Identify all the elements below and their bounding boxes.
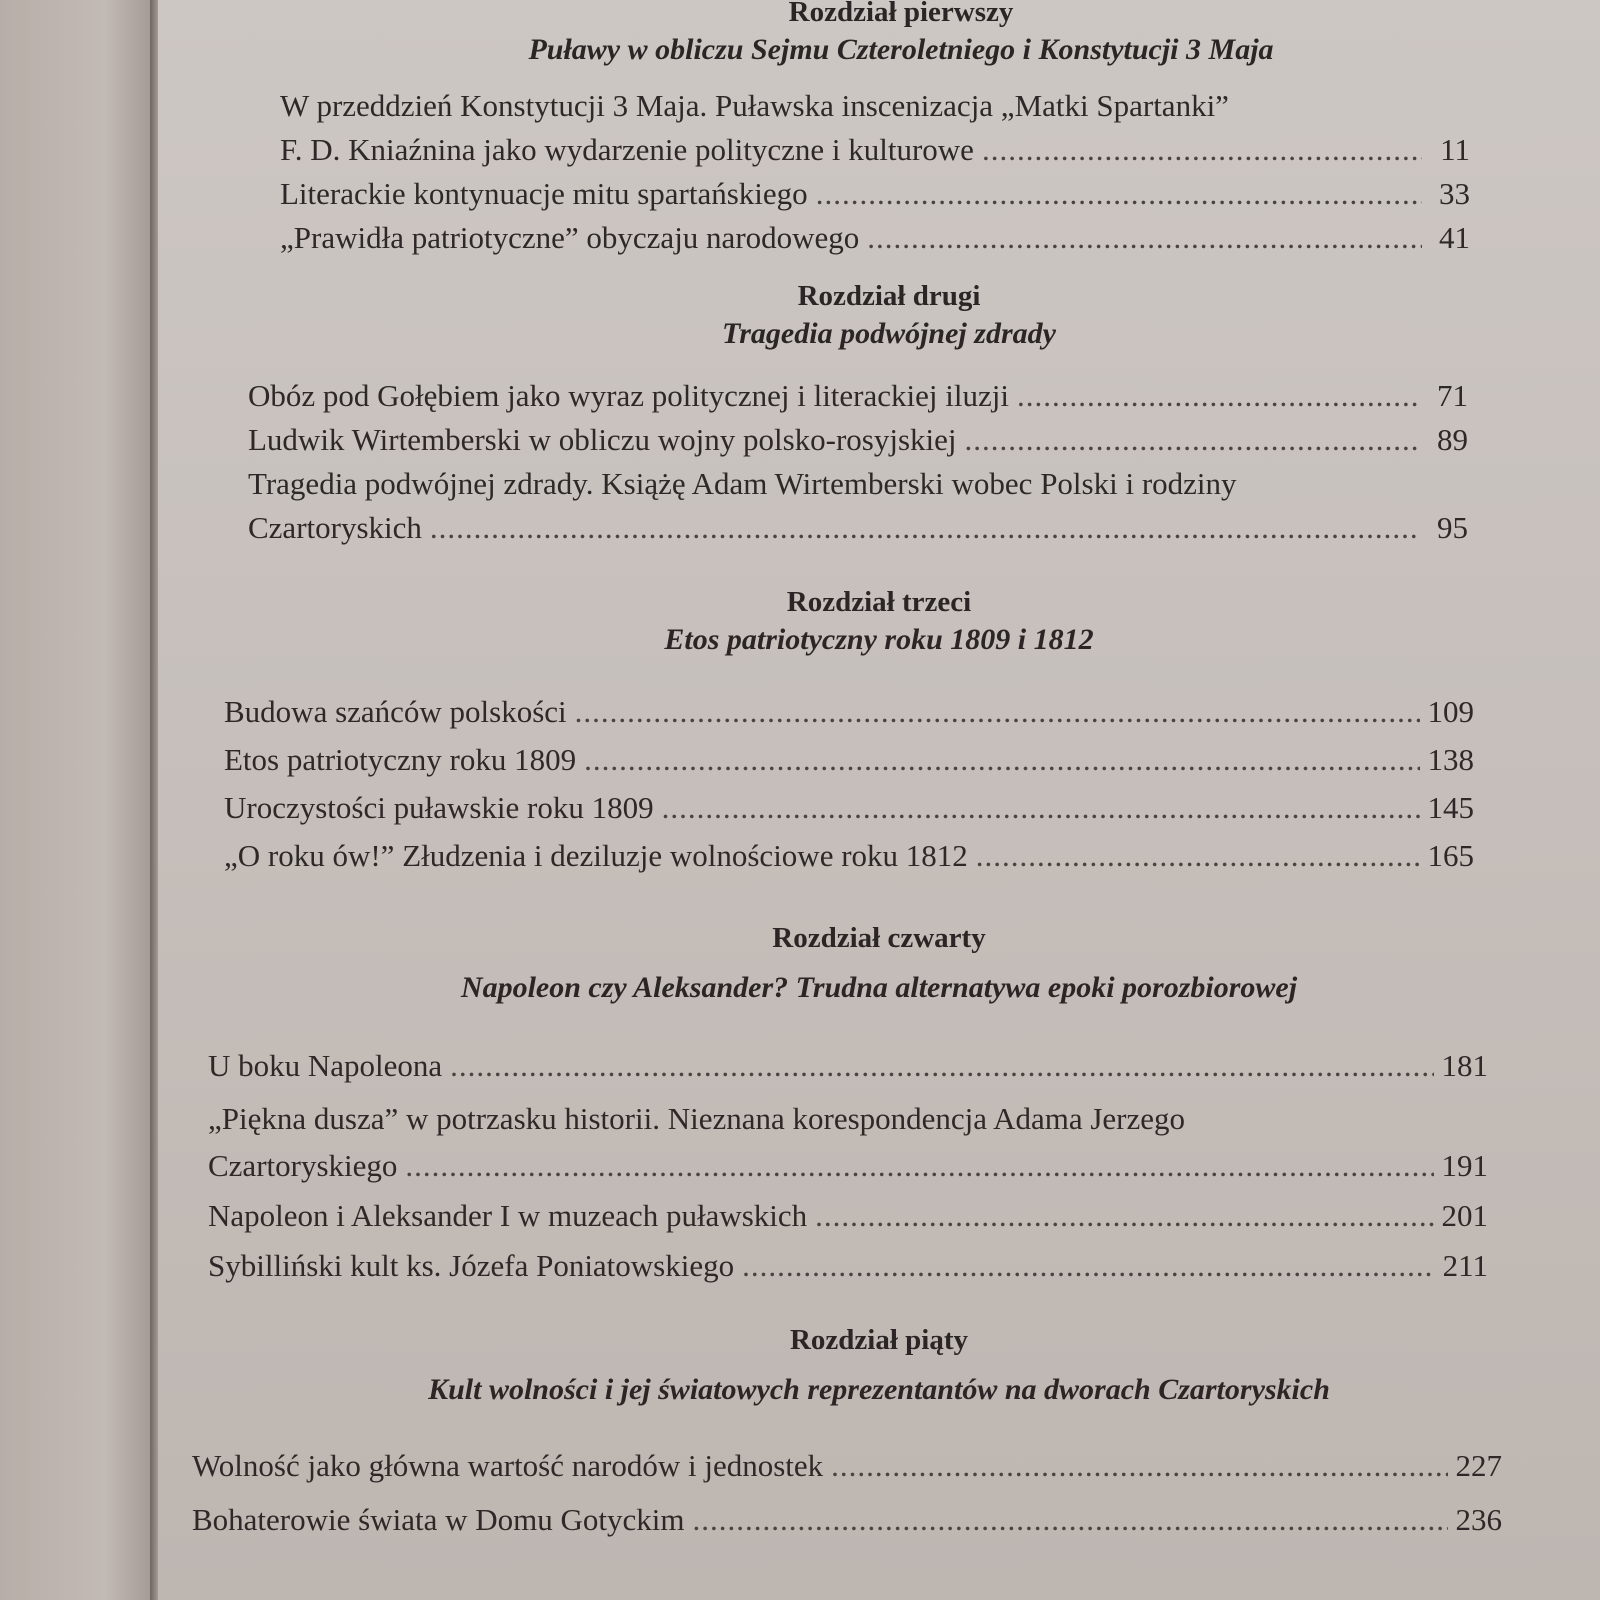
chapter-entries — [248, 374, 1468, 550]
chapter-title: Etos patriotyczny roku 1809 i 1812 — [664, 623, 1094, 656]
chapter-label: Rozdział pierwszy — [788, 0, 1014, 28]
entry-title: Etos patriotyczny roku 1809 — [224, 742, 577, 777]
facing-page — [0, 0, 150, 1600]
entry-title: Uroczystości puławskie roku 1809 — [224, 790, 654, 825]
chapter-label: Rozdział trzeci — [786, 586, 972, 618]
entry-page-number: 227 — [1455, 1448, 1502, 1483]
entry-page-number: 109 — [1427, 694, 1474, 729]
entry-title: Czartoryskich — [248, 510, 422, 545]
chapter-2 — [158, 278, 1600, 550]
entry-page-number: 191 — [1441, 1148, 1488, 1183]
table-of-contents — [158, 0, 1600, 1600]
chapter-5 — [158, 1322, 1600, 1552]
dot-leader — [815, 1194, 1433, 1238]
dot-leader — [405, 1144, 1433, 1188]
entry-title: „O roku ów!” Złudzenia i deziluzje wolnościowe roku 1812 — [224, 838, 968, 873]
entry-first-line: W przeddzień Konstytucji 3 Maja. Puławska inscenizacja „Matki Spartanki” — [280, 88, 1229, 123]
entry-first-line: Tragedia podwójnej zdrady. Książę Adam Wirtemberski wobec Polski i rodziny — [248, 466, 1237, 501]
entry-page-number: 211 — [1442, 1248, 1488, 1283]
entry-page-number: 41 — [1439, 220, 1470, 255]
dot-leader — [584, 738, 1419, 782]
dot-leader — [976, 834, 1420, 878]
entry-page-number: 71 — [1437, 378, 1468, 413]
entry-page-number: 95 — [1437, 510, 1468, 545]
entry-title: Obóz pod Gołębiem jako wyraz politycznej i literackiej iluzji — [248, 378, 1009, 413]
chapter-title: Kult wolności i jej światowych reprezentantów na dworach Czartoryskich — [428, 1373, 1330, 1406]
toc-entry — [208, 1094, 1488, 1194]
toc-entry — [208, 1194, 1488, 1244]
dot-leader — [742, 1244, 1435, 1288]
chapter-entries — [224, 690, 1474, 882]
toc-entry — [192, 1444, 1502, 1498]
entry-page-number: 181 — [1441, 1048, 1488, 1083]
entry-title: Wolność jako główna wartość narodów i jednostek — [192, 1448, 824, 1483]
chapter-label: Rozdział czwarty — [772, 922, 986, 954]
entry-page-number: 236 — [1455, 1502, 1502, 1537]
toc-entry — [248, 374, 1468, 418]
toc-entry — [208, 1044, 1488, 1094]
entry-title: F. D. Kniaźnina jako wydarzenie polityczne i kulturowe — [280, 132, 974, 167]
chapter-4 — [158, 920, 1600, 1294]
chapter-3 — [158, 584, 1600, 882]
entry-title: „Prawidła patriotyczne” obyczaju narodowego — [280, 220, 860, 255]
toc-entry — [224, 786, 1474, 834]
toc-entry — [280, 84, 1470, 172]
entry-page-number: 201 — [1441, 1198, 1488, 1233]
toc-entry — [224, 738, 1474, 786]
toc-entry — [280, 216, 1470, 260]
entry-title: Napoleon i Aleksander I w muzeach puławskich — [208, 1198, 808, 1233]
entry-title: Bohaterowie świata w Domu Gotyckim — [192, 1502, 685, 1537]
toc-entry — [224, 690, 1474, 738]
dot-leader — [575, 690, 1420, 734]
entry-title: Ludwik Wirtemberski w obliczu wojny polsko-rosyjskiej — [248, 422, 957, 457]
dot-leader — [430, 506, 1420, 550]
entry-page-number: 165 — [1427, 838, 1474, 873]
book-gutter — [150, 0, 158, 1600]
toc-entry — [248, 462, 1468, 550]
toc-page — [158, 0, 1600, 1600]
dot-leader — [982, 128, 1422, 172]
chapter-title: Napoleon czy Aleksander? Trudna alternatywa epoki porozbiorowej — [460, 971, 1298, 1004]
dot-leader — [867, 216, 1422, 260]
toc-entry — [248, 418, 1468, 462]
entry-page-number: 11 — [1440, 132, 1470, 167]
toc-entry — [192, 1498, 1502, 1552]
dot-leader — [692, 1498, 1447, 1542]
toc-entry — [280, 172, 1470, 216]
entry-page-number: 138 — [1427, 742, 1474, 777]
entry-page-number: 89 — [1437, 422, 1468, 457]
entry-page-number: 33 — [1439, 176, 1470, 211]
chapter-entries — [208, 1044, 1488, 1294]
entry-title: Czartoryskiego — [208, 1148, 398, 1183]
chapter-label: Rozdział piąty — [789, 1324, 969, 1356]
chapter-entries — [192, 1444, 1502, 1552]
dot-leader — [450, 1044, 1433, 1088]
entry-first-line: „Piękna dusza” w potrzasku historii. Nieznana korespondencja Adama Jerzego — [208, 1101, 1186, 1136]
dot-leader — [662, 786, 1420, 830]
dot-leader — [1017, 374, 1420, 418]
toc-entry — [224, 834, 1474, 882]
dot-leader — [831, 1444, 1447, 1488]
entry-title: Sybilliński kult ks. Józefa Poniatowskiego — [208, 1248, 735, 1283]
chapter-entries — [280, 84, 1470, 260]
dot-leader — [816, 172, 1422, 216]
chapter-1 — [158, 0, 1600, 260]
entry-title: Budowa szańców polskości — [224, 694, 567, 729]
toc-entry — [208, 1244, 1488, 1294]
chapter-title: Puławy w obliczu Sejmu Czteroletniego i Konstytucji 3 Maja — [528, 33, 1274, 66]
entry-page-number: 145 — [1427, 790, 1474, 825]
dot-leader — [965, 418, 1420, 462]
chapter-title: Tragedia podwójnej zdrady — [722, 317, 1056, 350]
entry-title: Literackie kontynuacje mitu spartańskiego — [280, 176, 808, 211]
chapter-label: Rozdział drugi — [797, 280, 981, 312]
entry-title: U boku Napoleona — [208, 1048, 443, 1083]
